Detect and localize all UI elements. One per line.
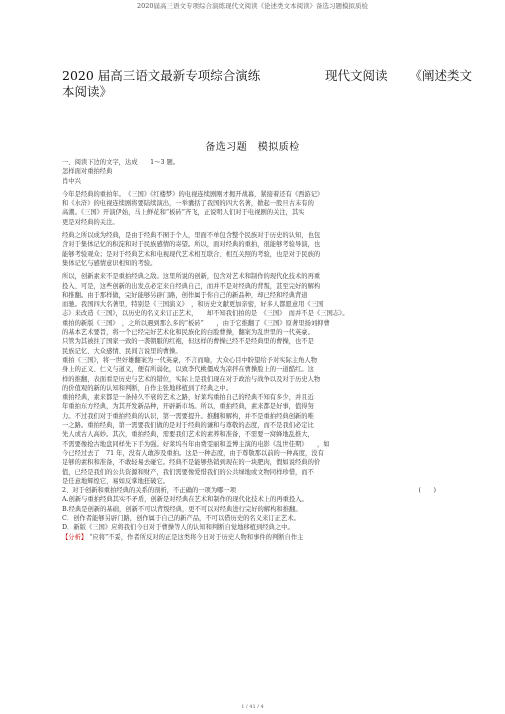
text-line: 力。不过我们对于重拍经典的认识，第一需要提升。推翻和解构，并不是重拍经典创新的唯 (62, 412, 314, 420)
text-line: 经典之所以成为经典，是由于经典不囿于个人，里面不单包含整个民族对于历史的认知，也包 (62, 232, 321, 240)
text-line: 怎样面对重拍经典 (62, 168, 113, 176)
text-line: 含对于集体记忆的积淀和对于民族感情的寄望。所以，面对经典的重拍，很能够考验导演，也 (62, 241, 321, 249)
text-line: 一之路。重拍经典，第一需要我们做的是对于经典的谦和与尊敬的态度，而不是我们必定比 (62, 422, 314, 430)
text-line: 重拍的新版《三国》 ，之所以遇到那么多的“板砖” ，由于它推翻了《三国》原著里扬刘抑曹 (62, 319, 330, 327)
text-line: 值，已经是我们的公共资源和财产，我们需要像爱惜我们的公共绿地或文物同样珍惜，而不 (62, 468, 314, 476)
option-d: D．新版《三国》应将我们今日对于曹操等人的认知和判断自觉地移植到经典之中。 (62, 524, 294, 532)
text-line: 和推翻。由于那样做，完好能够另辟门路，创作属于你自己的新品种，却已经和经典背道 (62, 291, 308, 299)
text-line: 身上的正义、仁义与道义，便有所弱化，以致李代桃僵成为凉拌在曹操脸上的一道酷红。这 (62, 366, 314, 374)
text-line: 的价值观的新的认知和判断，自作主张地移植到了经典之中。 (62, 384, 233, 392)
text-line: 不需要像抢古地盘同样先下手为强。好莱坞当年由费雯丽和盖博主演的电影《乱世佳期》 ，如 (62, 440, 330, 448)
text-line: 更是对经典的关注。 (62, 218, 119, 226)
document-title (62, 68, 472, 100)
text-line: 投入、可是，这些创新的出发点必定来自经典自己，而并不是对经典的背叛，甚至完好的解构 (62, 282, 321, 290)
text-line: 今已经过去了 71 年，没有人敢涉及重拍。这是一种态度，由于尊敬那以前的一种高度，没有 (62, 449, 324, 457)
text-line: 所以，创新素来不是重拍经典之敌。这里所说的创新，包含对艺术和制作的现代化技术的再重 (62, 273, 321, 281)
text-line: 和《水浒》的电视连续剧将要陆续演出，一举囊括了我国的四大名著，掀起一股旦古未有的 (62, 200, 314, 208)
text-line: 年重拍东方经典，为其开发新品种，开辟新市场。所以，重拍经典，素来都是好事，值得努 (62, 403, 314, 411)
option-c: C．创作者能够另辟门路，创作属于自己的新产品，不可以借历史的名义来订正艺术。 (62, 514, 300, 522)
text-line: 而驰。我国四大名著里，特别是《三国演义》 ，和历史文献更加亲密，好多人都愿意用《三国 (62, 301, 324, 309)
text-line: 只管为其被拄了国家一致的一袭朝服的红袍，但这样的曹操已经不是经典里的曹操，也不是 (62, 338, 314, 346)
text-line: 的基本艺术要旨，将一个已经完好艺术化和民族化的白脸曹操，翻案为乱世里的一代英豪。 (62, 329, 314, 337)
running-header: 2020届高三语文专项综合演练现代文阅读《论述类文本阅读》备选习题模拟质检 (136, 2, 369, 10)
question-2-stem (62, 486, 466, 495)
question-stem-text: 2、对于创新和重拍经典的关系的剖析，不正确的一项为哪一项 (62, 487, 237, 495)
text-line: 今年是经典的重拍年。 《三国》《红楼梦》的电视连续剧刚才揭开战幕，紧接着还有《西游记》 (62, 190, 324, 198)
page-number: 1 / 41 / 4 (241, 704, 264, 710)
answer-bracket: ( ) (418, 487, 436, 495)
text-line: 高潮。《三国》开演伊始，马上鲜花和“板砖”齐飞，正说明人们对于电视剧的关注，其实 (62, 209, 305, 217)
text-line: 民族记忆、大众感情、民间言说里的曹操。 (62, 347, 182, 355)
text-line: 肖中兴 (62, 177, 81, 185)
text-line: 足够的素积和准备，不敢轻易去碰它。经典不是能够热销到现在的一块肥肉，假如说经典的价 (62, 459, 321, 467)
analysis-label: 【分析】 (62, 533, 88, 541)
title-part-2: 现代文阅读 (325, 68, 388, 83)
text-line: 重拍经典，素来都是一条持久不衰的艺术之路，好莱坞重拍自己的经典不知有多少，并且近 (62, 394, 314, 402)
text-line: 集体记忆与感情意识相知的考验。 (62, 259, 157, 267)
title-part-4: 本阅读》 (62, 84, 113, 99)
analysis-text: “应将”不妥，作者所反对的正是这类将今日对于历史人物和事件的判断自作主 (89, 533, 304, 541)
option-a: A.创新与重拍经典其实不矛盾，创新是对经典在艺术和制作的现代化技术上的再重投入。 (62, 496, 308, 504)
analysis-line (62, 533, 466, 542)
text-line: 志》来改造《三国》，以历史的名义来订正艺术， 却不知我们拍的是 《三国》 而并不是《三国志》。 (62, 310, 349, 318)
text-line: 是任意地辉煌它，易如反掌地狂破它。 (62, 477, 170, 485)
title-part-3: 《阐述类文 (409, 68, 472, 83)
subtitle: 备选习题 模拟质检 (205, 142, 300, 153)
text-line: 一、阅读下边的文字，达成 1～3 题。 (62, 159, 180, 166)
document-body (62, 158, 466, 542)
title-part-1: 2020 届高三语文最新专项综合演练 (62, 68, 261, 83)
text-line: 样的推翻，表面看是历史与艺术的错位，实际上是我们现在对于政治与战争以及对于历史人物 (62, 375, 321, 383)
option-b: B.经典是创新的基础，创新不可以背叛经典，更不可以对经典进行完好的解构和推翻。 (62, 505, 302, 513)
text-line: 能够考验观众；是对于经典艺术和电视现代艺术相互联合、相互关照的考验，也是对于民族的 (62, 250, 321, 258)
text-line: 先人或古人高妙。其次，重拍经典，需要我们艺术的素养和准备，不需要一窝蜂地乱推大， (62, 431, 314, 439)
text-line: 重拍《三国》，将一世奸雄翻案为一代英豪，不言而喻，大众心目中盼望给予对实际主角人物 (62, 356, 318, 364)
